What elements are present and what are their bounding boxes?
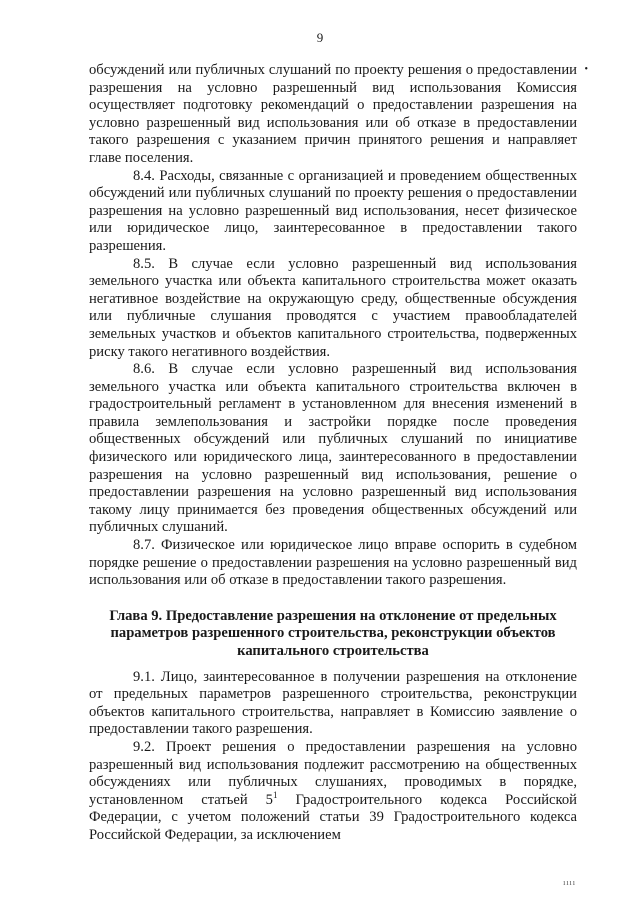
paragraph-8-6: 8.6. В случае если условно разрешенный вид использования земельного участка или объекта капитального строительства включен в градостроительный регламент в установленном для внесения изменений в правила землепользования и застройки порядке после проведения общественных обсуждений или публичных слушаний по инициативе физического или юридического лица, заинтересованного в предоставлении разрешения на условно разрешенный вид использования, решение о предоставлении разрешения на условно разрешенный вид использования такому лицу принимается без проведения общественных обсуждений или публичных слушаний. bbox=[89, 361, 577, 536]
paragraph-8-4: 8.4. Расходы, связанные с организацией и проведением общественных обсуждений или публичных слушаний по проекту решения о предоставлении разрешения на условно разрешенный вид использования, несет физическое или юридическое лицо, заинтересованное в предоставлении такого разрешения. bbox=[89, 167, 577, 254]
article-superscript: 1 bbox=[272, 789, 278, 800]
page-number: 9 bbox=[316, 30, 324, 45]
paragraph-8-5: 8.5. В случае если условно разрешенный вид использования земельного участка или объекта капитального строительства может оказать негативное воздействие на окружающую среду, общественные обсуждения или публичные слушания проводятся с участием правообладателей земельных участков и объектов капитального строительства, подверженных риску такого негативного воздействия. bbox=[89, 255, 577, 360]
footer-mark: ıııı bbox=[563, 878, 576, 887]
paragraph-9-1: 9.1. Лицо, заинтересованное в получении разрешения на отклонение от предельных параметров разрешенного строительства, реконструкции объектов капитального строительства, направляет в Комиссию заявление о предоставлении такого разрешения. bbox=[89, 668, 577, 738]
paragraph-8-7: 8.7. Физическое или юридическое лицо вправе оспорить в судебном порядке решение о предоставлении разрешения на условно разрешенный вид использования или об отказе в предоставлении такого разрешения. bbox=[89, 537, 577, 589]
paragraph-continuation: обсуждений или публичных слушаний по проекту решения о предоставлении разрешения на условно разрешенный вид использования Комиссия осуществляет подготовку рекомендаций о предоставлении разрешения на условно разрешенный вид использования или об отказе в предоставлении такого разрешения с указанием причин принятого решения и направляет главе поселения. bbox=[89, 62, 577, 166]
chapter-heading: Глава 9. Предоставление разрешения на отклонение от предельных параметров разрешенного строительства, реконструкции объектов капитального строительства bbox=[109, 607, 557, 659]
paragraph-9-2-text: 9.2. Проект решения о предоставлении разрешения на условно разрешенный вид использования подлежит рассмотрению на общественных обсуждениях или публичных слушаниях, проводимых в порядке, установленном статьей 5 bbox=[89, 738, 577, 808]
paragraph-9-2 bbox=[89, 739, 577, 845]
document-body bbox=[89, 62, 577, 845]
paragraph-9-2-text-cont: Градостроительного кодекса Российской Федерации, с учетом положений статьи 39 Градостроительного кодекса Российской Федерации, за исключением bbox=[89, 791, 577, 843]
edge-mark: • bbox=[584, 64, 588, 75]
